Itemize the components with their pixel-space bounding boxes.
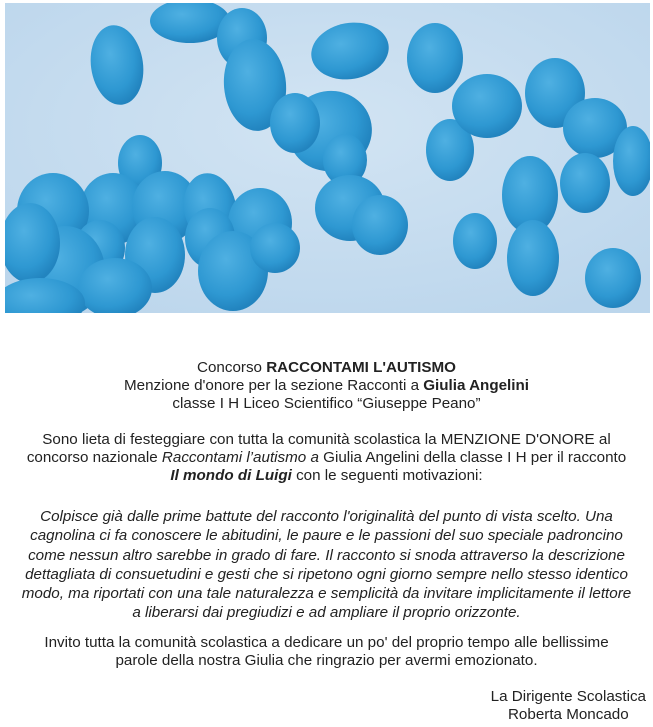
balloon <box>453 213 497 269</box>
invite-line: parole della nostra Giulia che ringrazio per avermi emozionato. <box>115 652 538 669</box>
student-name: Giulia Angelini <box>423 377 529 394</box>
motivation-line: come nessun altro sarebbe in grado di fare. Il racconto si snoda attraverso la descrizione <box>28 546 625 564</box>
signature <box>491 688 646 724</box>
motivation-line: cagnolina ci fa conoscere le abitudini, le paure e le passioni del suo speciale padroncino <box>30 527 623 545</box>
motivation-line: modo, ma riportati con una tale naturalezza e semplicità da invitare implicitamente il lettore <box>21 585 632 603</box>
balloon <box>585 248 641 308</box>
story-title: Il mondo di Luigi <box>170 467 292 484</box>
balloon <box>560 153 610 213</box>
balloons-image <box>5 3 650 313</box>
intro-line-1: Sono lieta di festeggiare con tutta la comunità scolastica la MENZIONE D'ONORE al <box>42 431 611 448</box>
signature-name: Roberta Moncado <box>507 706 629 723</box>
heading-line-2: Menzione d'onore per la sezione Racconti a Giulia Angelini <box>124 377 529 394</box>
motivation-line: Colpisce già dalle prime battute del racconto l'originalità del punto di vista scelto. Una <box>40 508 613 525</box>
intro-line-3: Il mondo di Luigi con le seguenti motivazioni: <box>170 467 483 484</box>
balloon <box>270 93 320 153</box>
invite-line: Invito tutta la comunità scolastica a dedicare un po' del proprio tempo alle bellissime <box>44 634 609 651</box>
balloon <box>352 195 408 255</box>
balloon <box>452 74 522 138</box>
contest-name: RACCONTAMI L'AUTISMO <box>266 359 456 376</box>
balloon <box>407 23 463 93</box>
invite-paragraph <box>0 634 653 670</box>
intro-paragraph <box>0 431 653 485</box>
balloons-photo <box>5 3 650 313</box>
balloon <box>250 223 300 273</box>
contest-heading <box>0 359 653 413</box>
motivation-paragraph <box>0 507 653 623</box>
signature-role: La Dirigente Scolastica <box>490 688 646 705</box>
motivation-line: dettagliata di consuetudini e gesti che si ripetono ogni giorno sempre nello stesso identico <box>25 565 628 583</box>
heading-line-1: Concorso RACCONTAMI L'AUTISMO <box>196 359 456 376</box>
heading-line-3: classe I H Liceo Scientifico “Giuseppe Peano” <box>172 395 481 412</box>
intro-line-2: concorso nazionale Raccontami l’autismo a Giulia Angelini della classe I H per il racconto <box>26 449 627 466</box>
balloon <box>507 220 559 296</box>
motivation-line: a liberarsi dai pregiudizi e ad ampliare il proprio orizzonte. <box>132 604 521 622</box>
